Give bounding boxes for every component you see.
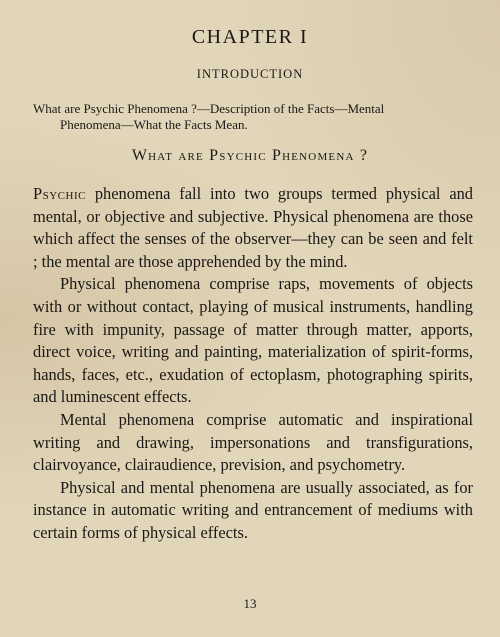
chapter-title: CHAPTER I [191, 26, 309, 48]
section-heading: What are Psychic Phenomena ? [131, 147, 369, 164]
chapter-summary [33, 101, 473, 133]
summary-line-1: What are Psychic Phenomena ?—Description of the Facts—Mental [33, 101, 385, 116]
body-text [33, 183, 473, 545]
paragraph-4: Physical and mental phenomena are usually associated, as for instance in automatic writing and entrancement of mediums with certain forms of physical effects. [33, 477, 473, 542]
section-title: INTRODUCTION [196, 67, 304, 81]
paragraph-1 [33, 183, 473, 273]
paragraph-2: Physical phenomena comprise raps, movements of objects with or without contact, playing of musical instruments, handling fire with impunity, passage of matter through matter, apports, direct voice, writing and painting, materialization of spirit-forms, hands, faces, etc., exudation of ectoplasm, photographing spirits, and luminescent effects. [33, 274, 473, 407]
paragraph-3: Mental phenomena comprise automatic and inspirational writing and drawing, impersonations and transfigurations, clairvoyance, clairaudience, prevision, and psychometry. [33, 409, 473, 475]
page-number: 13 [243, 596, 257, 611]
paragraph-1-text: phenomena fall into two groups termed physical and mental, or objective and subjective. Physical phenomena are those which affect the senses of the observer—they can be seen and felt ; the mental are those apprehended by the mind. [33, 184, 473, 271]
paragraph-1-first-word: Psychic [33, 184, 86, 203]
summary-line-2: Phenomena—What the Facts Mean. [60, 117, 248, 132]
